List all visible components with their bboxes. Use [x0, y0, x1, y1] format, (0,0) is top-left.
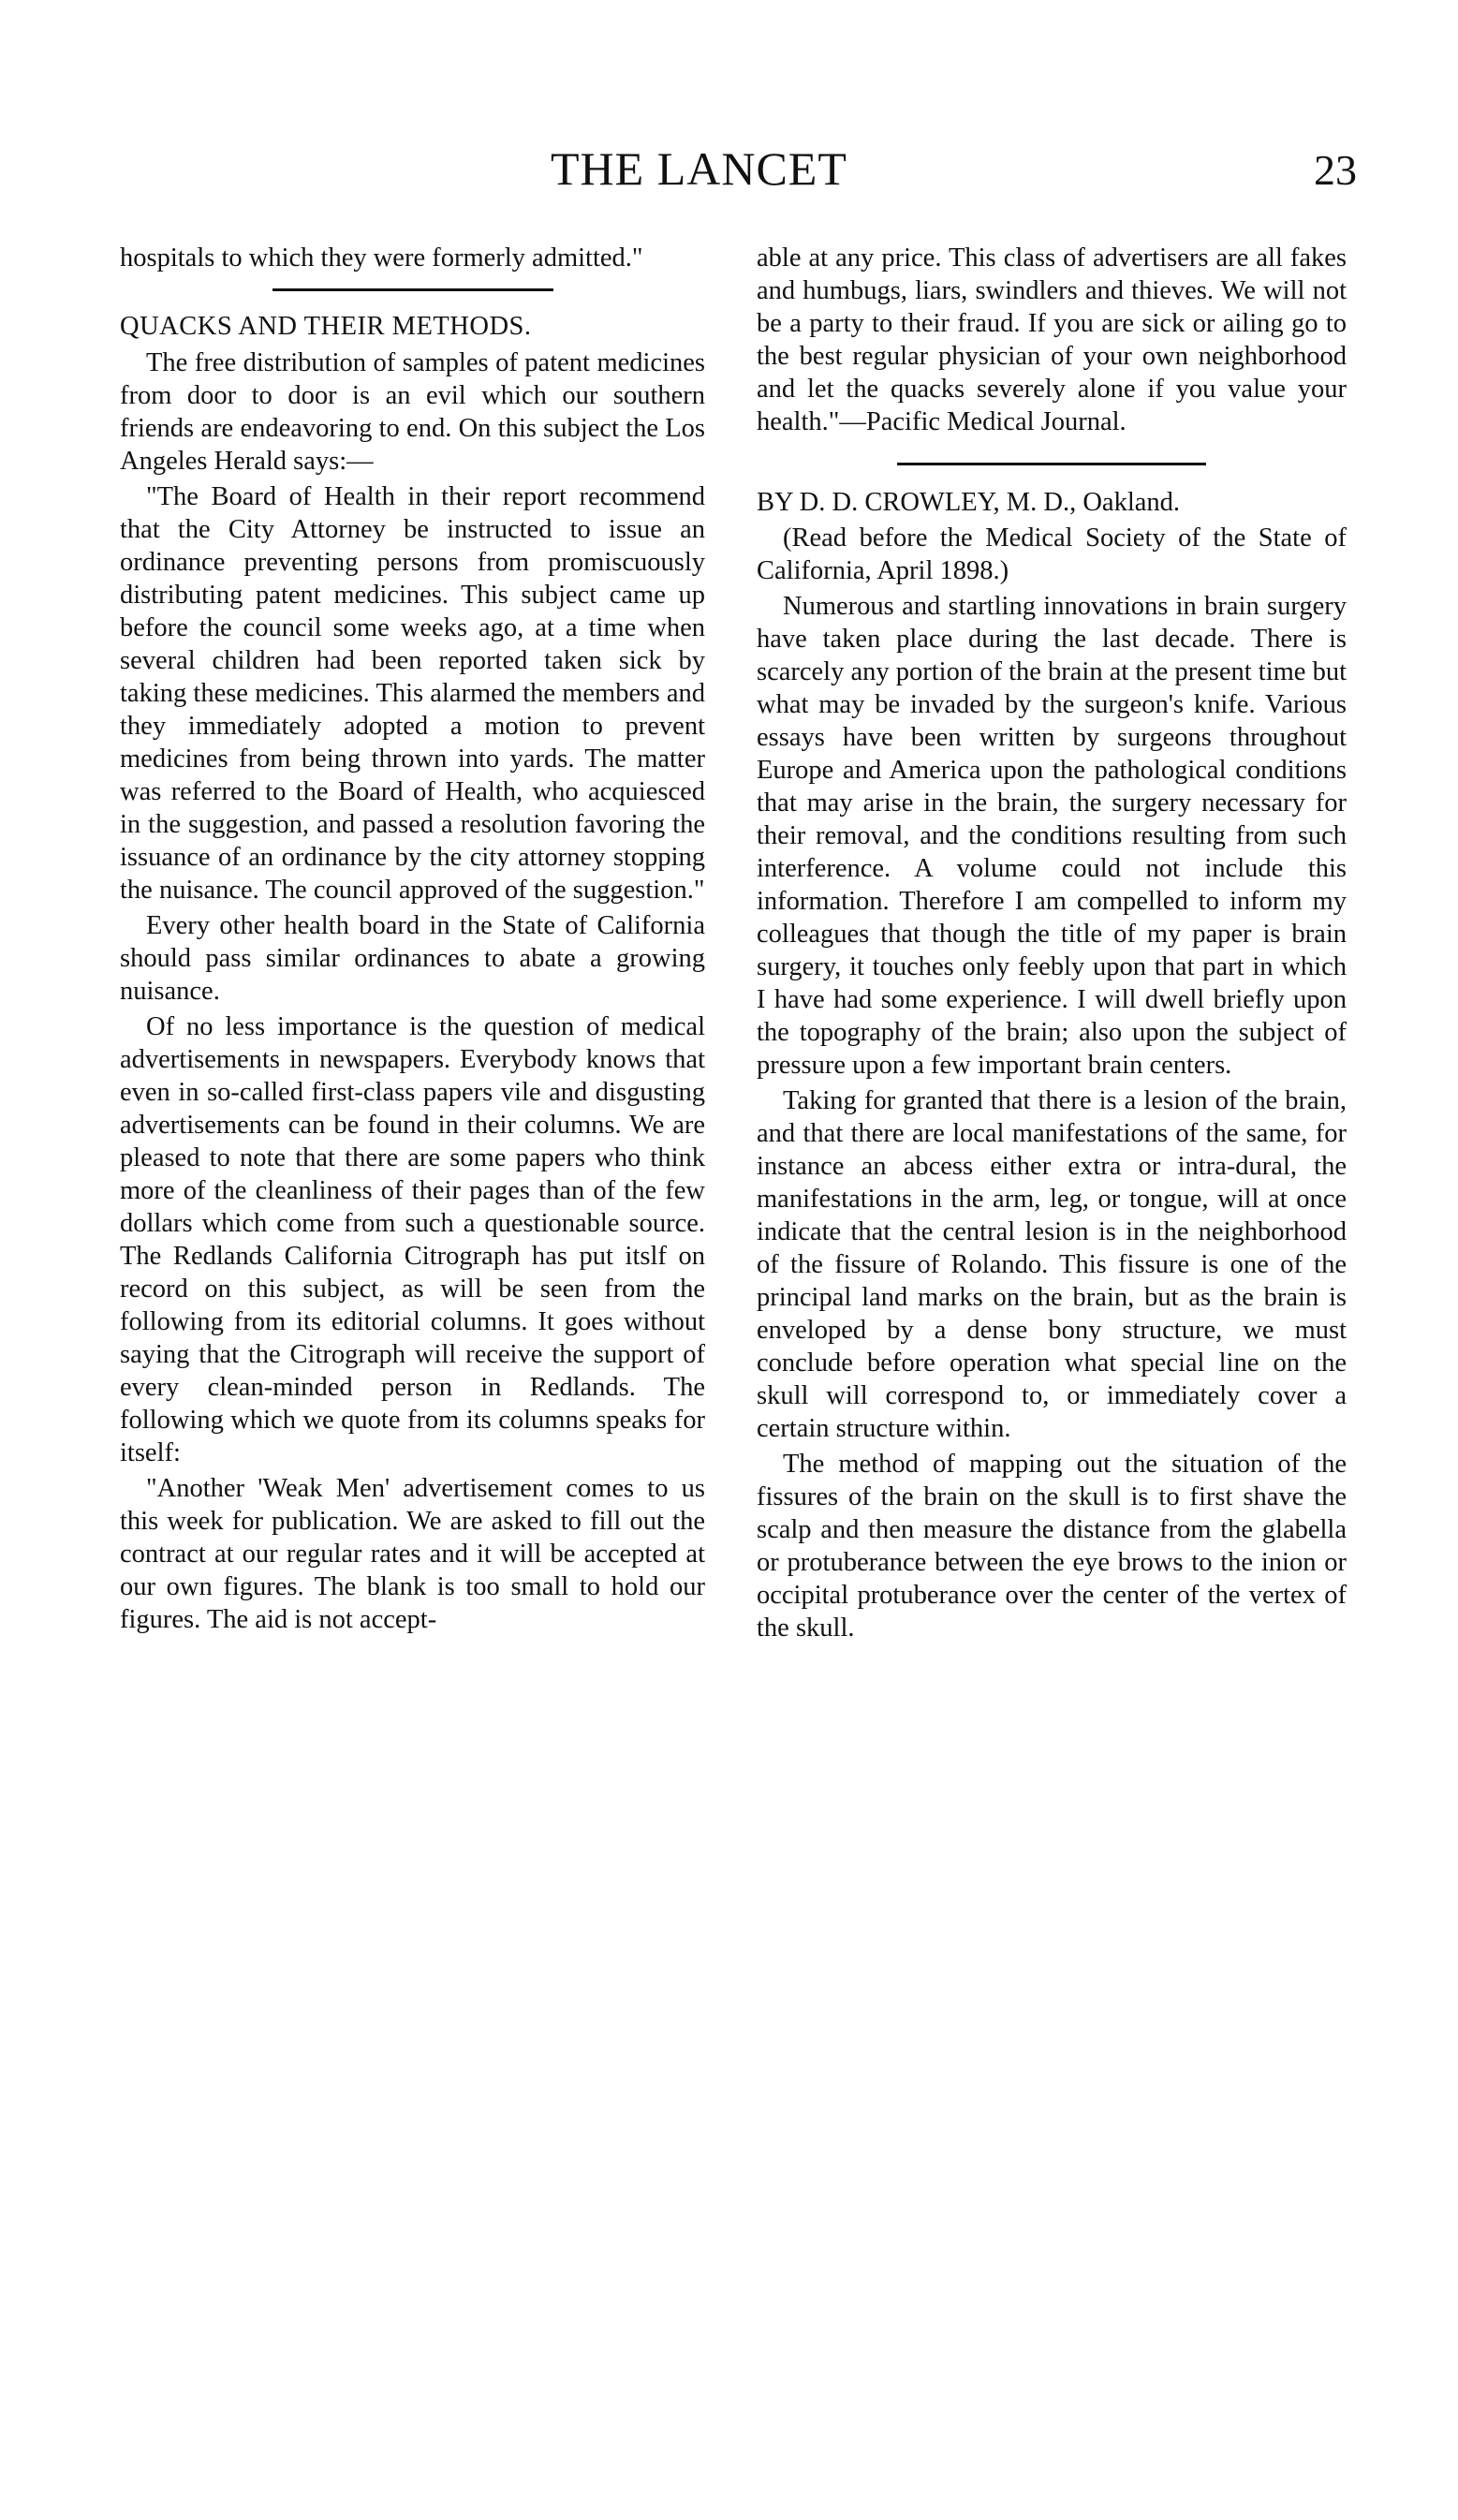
paragraph: The method of mapping out the situation of the fissures of the brain on the skull is to first shave the scalp and then measure the distance from the glabella or protuberance between the eye brows to the inion or occipital protuberance over the center of the vertex of the skull. [757, 1450, 1347, 1643]
paragraph: The free distribution of samples of patent medicines from door to door is an evil which our southern friends are endeavoring to end. On this subject the Los Angeles Herald says:— [120, 348, 705, 476]
author-byline: BY D. D. CROWLEY, M. D., Oakland. [757, 488, 1181, 517]
paragraph: "Another 'Weak Men' advertisement comes to us this week for publication. We are asked to fill out the contract at our regular rates and it will be accepted at our own figures. The blank is too small to hold our figures. The aid is not accept- [120, 1474, 705, 1634]
continuation-text: able at any price. This class of advertisers are all fakes and humbugs, liars, swindlers and thieves. We will not be a party to their fraud. If you are sick or ailing go to the best regular physician of your own neighborhood and let the quacks severely alone if you value your health."—Pacific Medical Journal. [757, 243, 1347, 436]
journal-title: THE LANCET [551, 142, 847, 195]
continuation-text: hospitals to which they were formerly admitted." [120, 243, 643, 273]
paragraph: Numerous and startling innovations in brain surgery have taken place during the last decade. There is scarcely any portion of the brain at the present time but what may be invaded by the surgeon's knife. Various essays have been written by surgeons throughout Europe and America upon the pathological conditions that may arise in the brain, the surgery necessary for their removal, and the conditions resulting from such interference. A volume could not include this information. Therefore I am compelled to inform my colleagues that though the title of my paper is brain surgery, it touches only feebly upon that part in which I have had some experience. I will dwell briefly upon the topography of the brain; also upon the subject of pressure upon a few important brain centers. [757, 592, 1347, 1080]
running-head [0, 140, 1458, 206]
left-column [120, 242, 705, 1639]
section-divider [897, 463, 1206, 465]
paragraph: Of no less importance is the question of medical advertisements in newspapers. Everybody knows that even in so-called first-class papers vile and disgusting advertisements can be found in their columns. We are pleased to note that there are some papers who think more of the cleanliness of their pages than of the few dollars which come from such a questionable source. The Redlands California Citrograph has put itslf on record on this subject, as will be seen from the following from its editorial columns. It goes without saying that the Citrograph will receive the support of every clean-minded person in Redlands. The following which we quote from its columns speaks for itself: [120, 1012, 705, 1467]
page-number: 23 [1314, 146, 1357, 194]
paragraph: Every other health board in the State of California should pass similar ordinances to abate a growing nuisance. [120, 911, 705, 1006]
section-heading: QUACKS AND THEIR METHODS. [120, 312, 532, 341]
right-column [757, 242, 1347, 1647]
section-divider [272, 288, 553, 291]
paragraph: "The Board of Health in their report recommend that the City Attorney be instructed to issue an ordinance preventing persons from promiscuously distributing patent medicines. This subject came up before the council some weeks ago, at a time when several children had been reported taken sick by taking these medicines. This alarmed the members and they immediately adopted a motion to prevent medicines from being thrown into yards. The matter was referred to the Board of Health, who acquiesced in the suggestion, and passed a resolution favoring the issuance of an ordinance by the city attorney stopping the nuisance. The council approved of the suggestion." [120, 482, 705, 905]
read-note: (Read before the Medical Society of the State of California, April 1898.) [757, 523, 1347, 585]
paragraph: Taking for granted that there is a lesion of the brain, and that there are local manifestations of the same, for instance an abcess either extra or intra-dural, the manifestations in the arm, leg, or tongue, will at once indicate that the central lesion is in the neighborhood of the fissure of Rolando. This fissure is one of the principal land marks on the brain, but as the brain is enveloped by a dense bony structure, we must conclude before operation what special line on the skull will correspond to, or immediately cover a certain structure within. [757, 1086, 1347, 1443]
